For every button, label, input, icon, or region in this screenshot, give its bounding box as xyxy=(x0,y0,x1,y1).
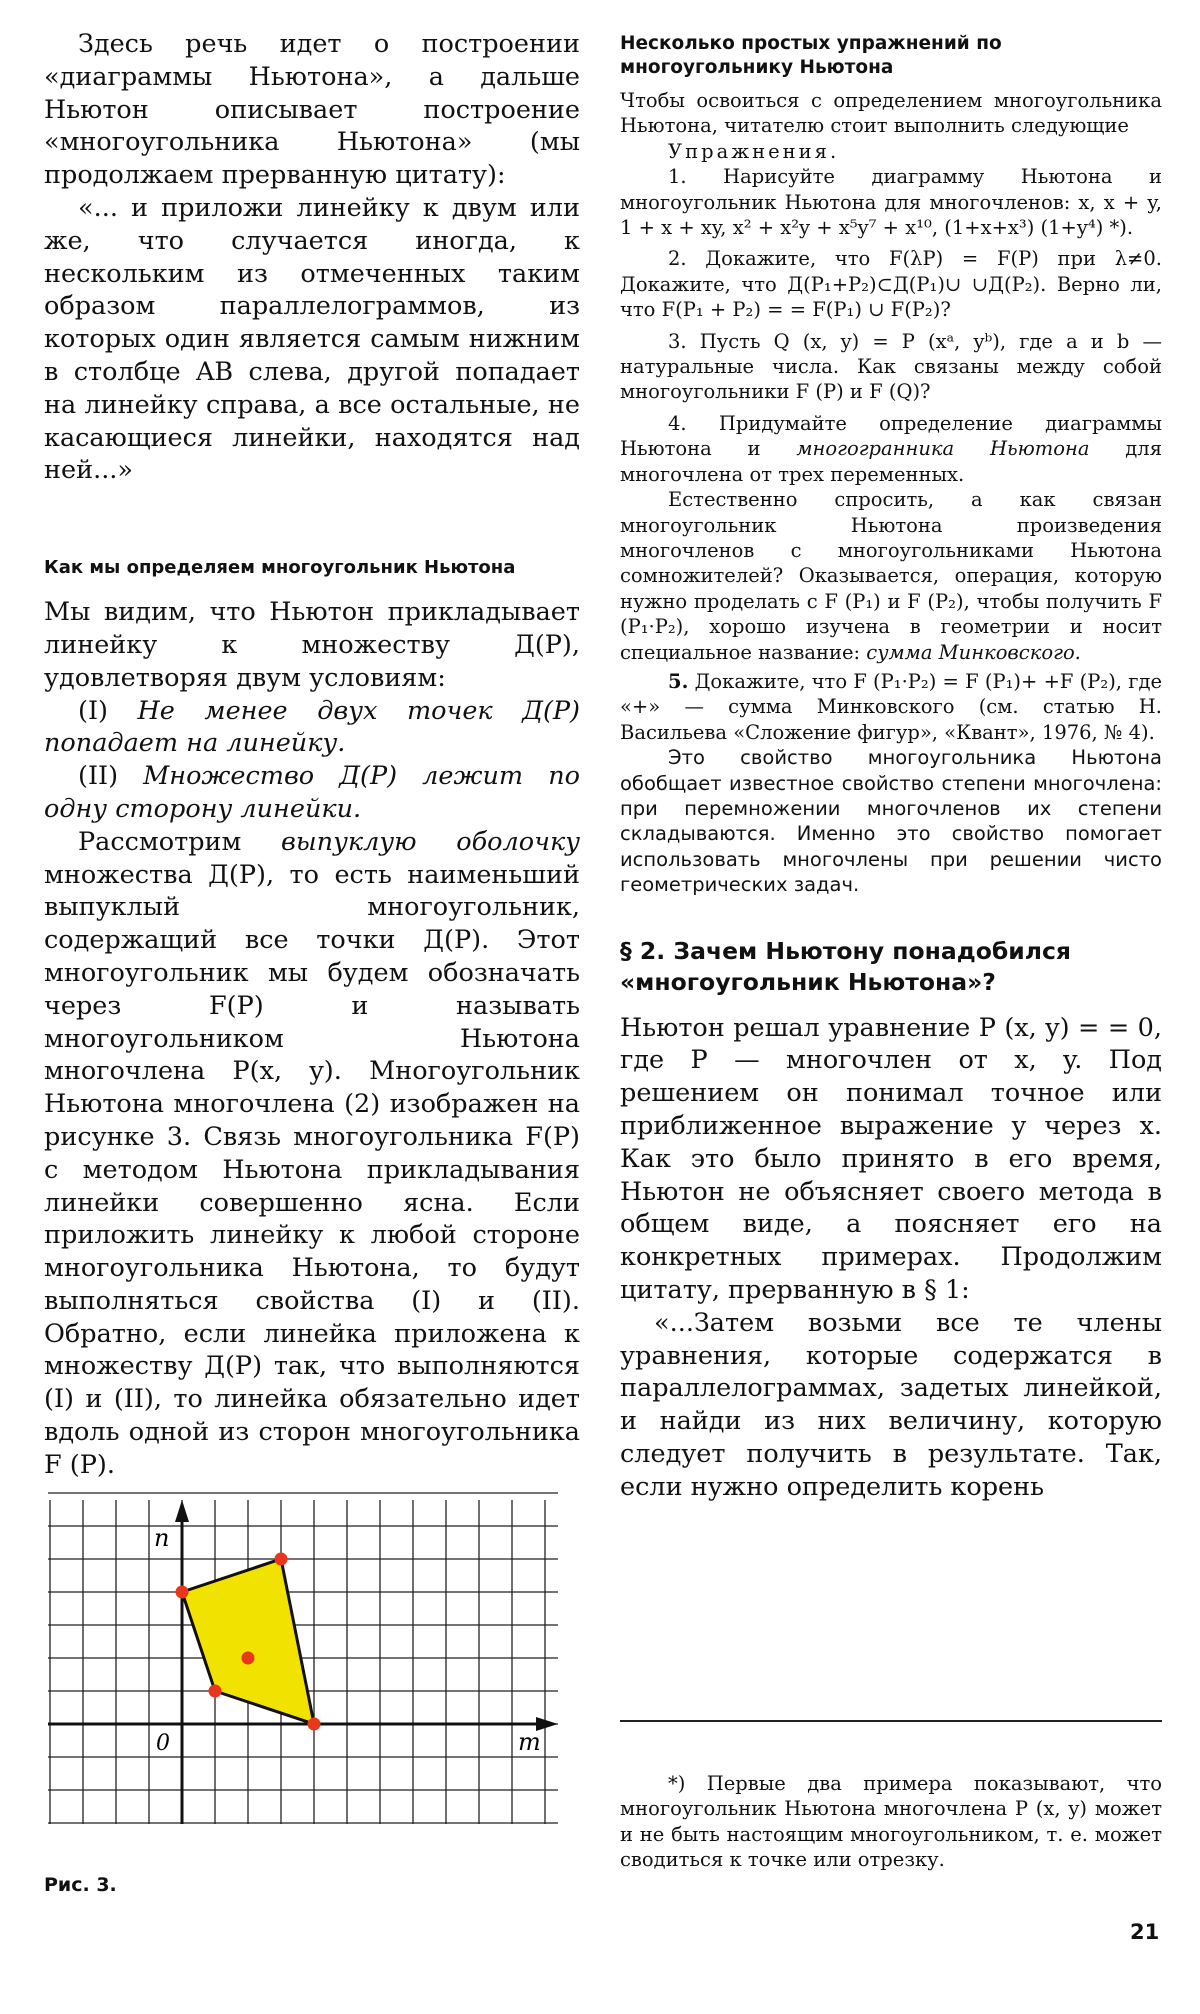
page-number: 21 xyxy=(1130,1920,1160,1944)
newton-polygon xyxy=(182,1559,314,1724)
condition-2-number: (II) xyxy=(78,761,119,792)
figure-grid xyxy=(48,1493,558,1824)
diagram-point xyxy=(242,1652,255,1665)
newton-quote: «... и приложи линейку к двум или же, что случается иногда, к нескольким из отмеченных таким образом параллелограммов, из которых один является самым нижним в столбце AB слева, другой попадает на линейку справа, а все остальные, не касающиеся линейки, находятся над ней...» xyxy=(44,192,580,486)
definition-paragraph: Мы видим, что Ньютон прикладывает линейку к множеству Д(P), удовлетворяя двум условиям: xyxy=(44,597,580,693)
exercise-3: 3. Пусть Q (x, y) = P (xᵃ, yᵇ), где a и b — натуральные числа. Как связаны между собой многоугольники F (P) и F (Q)? xyxy=(620,329,1162,404)
condition-1 xyxy=(44,695,580,761)
footnote-rule xyxy=(620,1720,1162,1722)
subheading-definition: Как мы определяем многоугольник Ньютона xyxy=(44,557,516,579)
condition-2-text: Множество Д(P) лежит по одну сторону линейки. xyxy=(44,761,580,824)
figure-caption: Рис. 3. xyxy=(44,1874,117,1896)
exercises-intro: Чтобы освоиться с определением многоугольника Ньютона, читателю стоит выполнить следующие xyxy=(620,89,1162,138)
minkowski-body: Естественно спросить, а как связан многоугольник Ньютона произведения многочленов с многоугольниками Ньютона сомножителей? Оказывается, операция, которую нужно проделать с F (P₁) и F (P₂), чтобы получить F (P₁·P₂), хорошо изучена в геометрии и носит специальное название: xyxy=(620,488,1162,664)
newton-polygon-figure xyxy=(38,1490,578,1830)
convex-hull-lead: Рассмотрим xyxy=(78,826,242,857)
diagram-point xyxy=(209,1685,222,1698)
diagram-point xyxy=(275,1553,288,1566)
axis-label-m: m xyxy=(518,1728,541,1756)
exercises-heading: Несколько простых упражнений по многоугольнику Ньютона xyxy=(620,33,1002,78)
condition-2 xyxy=(44,760,580,826)
diagram-point xyxy=(308,1718,321,1731)
exercise-4-tail: для многочлена от трех переменных. xyxy=(620,437,1162,486)
condition-1-text: Не менее двух точек Д(P) попадает на линейку. xyxy=(44,695,580,759)
exercise-2: 2. Докажите, что F(λP) = F(P) при λ≠0. Докажите, что Д(P₁+P₂)⊂Д(P₁)∪ ∪Д(P₂). Верно ли, что F(P₁ + P₂) = = F(P₁) ∪ F(P₂)? xyxy=(620,247,1162,322)
exercise-5-text: Докажите, что F (P₁·P₂) = F (P₁)+ +F (P₂), где «+» — сумма Минковского (см. статью Н. Васильева «Сложение фигур», «Квант», 1976, № 4). xyxy=(620,669,1162,744)
convex-hull-paragraph xyxy=(44,826,580,1482)
quote-intro: Здесь речь идет о построении «диаграммы Ньютона», а дальше Ньютон описывает построение «многоугольника Ньютона» (мы продолжаем прерванную цитату): xyxy=(44,29,580,191)
axis-n-arrow xyxy=(175,1500,189,1522)
minkowski-term: сумма Минковского. xyxy=(866,640,1081,664)
exercise-5-number: 5. xyxy=(668,669,689,693)
exercises-label-text: Упражнения. xyxy=(668,139,840,163)
exercises-label xyxy=(620,139,1162,164)
right-column xyxy=(620,32,1162,1504)
axis-label-n: n xyxy=(154,1524,170,1552)
exercise-1: 1. Нарисуйте диаграмму Ньютона и многоугольник Ньютона для многочленов: x, x + y, 1 + x + xy, x² + x²y + x⁵y⁷ + x¹⁰, (1+x+x³) (1+y⁴) *). xyxy=(620,165,1162,240)
section-2-quote: «...Затем возьми все те члены уравнения, которые содержатся в параллелограммах, задетых линейкой, и найди из них величину, которую следует получить в результате. Так, если нужно определить корень xyxy=(620,1307,1162,1502)
left-column xyxy=(44,28,580,1482)
minkowski-paragraph xyxy=(620,487,1162,665)
footnote xyxy=(620,1771,1162,1873)
section-2-paragraph: Ньютон решал уравнение P (x, y) = = 0, где P — многочлен от x, y. Под решением он понимал точное или приближенное выражение y через x. Как это было принято в его время, Ньютон не объясняет своего метода в общем виде, а поясняет его на конкретных примерах. Продолжим цитату, прерванную в § 1: xyxy=(620,1012,1162,1305)
condition-1-number: (I) xyxy=(78,695,108,726)
property-paragraph: Это свойство многоугольника Ньютона обобщает известное свойство степени многочлена: при перемножении многочленов их степени складываются. Именно это свойство помогает использовать многочлены при решении чисто геометрических задач. xyxy=(620,746,1162,897)
diagram-point xyxy=(176,1586,189,1599)
exercise-4-lead: 4. Придумайте определение диаграммы Ньютона и xyxy=(620,411,1162,461)
convex-hull-body: множества Д(P), то есть наименьший выпуклый многоугольник, содержащий все точки Д(P). Этот многоугольник мы будем обозначать через F(P) и называть многоугольником Ньютона многочлена P(x, y). Многоугольник Ньютона многочлена (2) изображен на рисунке 3. Связь многоугольника F(P) с методом Ньютона прикладывания линейки совершенно ясна. Если приложить линейку к любой стороне многоугольника Ньютона, то будут выполняться свойства (I) и (II). Обратно, если линейка приложена к множеству Д(P) так, что выполняются (I) и (II), то линейка обязательно идет вдоль одной из сторон многоугольника F (P). xyxy=(44,859,580,1480)
exercise-4-term: многогранника Ньютона xyxy=(796,437,1090,461)
footnote-text: *) Первые два примера показывают, что многоугольник Ньютона многочлена P (x, y) может и не быть настоящим многоугольником, т. е. может сводиться к точке или отрезку. xyxy=(620,1772,1162,1872)
exercise-5 xyxy=(620,669,1162,745)
convex-hull-term: выпуклую оболочку xyxy=(281,826,580,857)
axis-label-origin: 0 xyxy=(156,1731,170,1756)
section-2-title: § 2. Зачем Ньютону понадобился «многоугольник Ньютона»? xyxy=(620,936,1071,996)
exercise-4 xyxy=(620,411,1162,487)
